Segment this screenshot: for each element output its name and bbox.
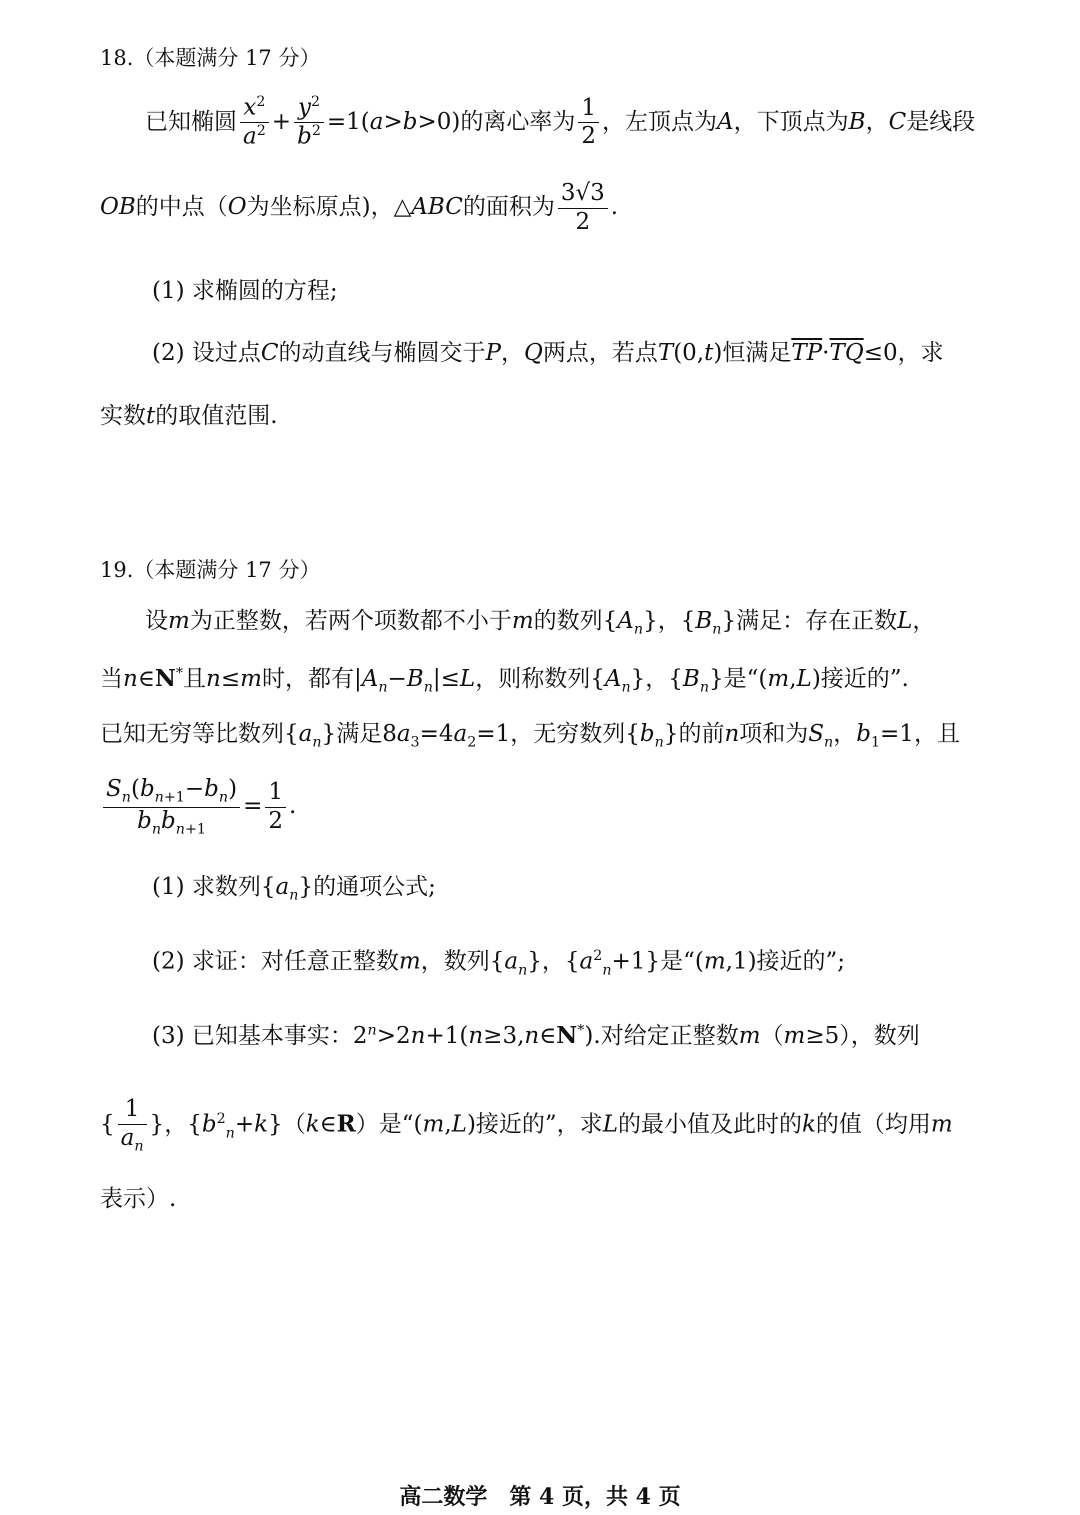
q19-line-4: $\frac{S_n(b_{n+1}-b_n)}{b_nb_{n+1}}$ = $\frac{1}{2}$ . (100, 776, 296, 838)
q18-part-1: (1) 求椭圆的方程; (152, 278, 338, 304)
q19-line-2: 当n∈N*且n≤m时，都有$|A_n-B_n|\le L$，则称数列$\{A_n\}$，$\{B_n\}$是“(m,L)接近的”. (100, 665, 909, 696)
q19-part-1: (1) 求数列$\{a_n\}$的通项公式; (152, 874, 436, 904)
q18-part-2: (2) 设过点C的动直线与椭圆交于P，Q两点，若点T(0,t)恒满足$\overline{TP}\cdot\overline{TQ}\le 0$，求 (152, 340, 944, 366)
q19-line-1: 设m为正整数，若两个项数都不小于m的数列$\{A_n\}$，$\{B_n\}$满足：存在正数L， (145, 608, 936, 638)
q19-part-2: (2) 求证：对任意正整数m，数列$\{a_n\}$，$\{a^2_n+1\}$是“(m,1)接近的”; (152, 948, 846, 979)
q19-line-3: 已知无穷等比数列$\{a_n\}$满足$8a_3=4a_2=1$，无穷数列$\{b_n\}$的前n项和为$S_n$，$b_1=1$，且 (100, 721, 960, 751)
q18-line-1: 已知椭圆 $\frac{x^2}{a^2}$ + $\frac{y^2}{b^2}$ =1(a>b>0)的离心率为 $\frac{1}{2}$ ，左顶点为A，下顶点为B，C是线段 (145, 94, 976, 150)
q18-part-2-cont: 实数t的取值范围. (100, 403, 278, 429)
q18-line-2: OB的中点（O为坐标原点)，△ABC的面积为 $\frac{3√3}{2}$ . (100, 180, 619, 235)
q19-part-3-cont: { $\frac{1}{a_n}$ }，$\{b^2_n+k\}(k\in R)$是“(m,L)接近的”，求L的最小值及此时的k的值（均用m (100, 1096, 953, 1155)
q19-heading: 19.（本题满分 17 分） (100, 558, 321, 582)
q19-part-3-end: 表示）. (100, 1186, 177, 1212)
page-footer: 高二数学 第 4 页，共 4 页 (399, 1484, 681, 1510)
q18-heading: 18.（本题满分 17 分） (100, 46, 321, 70)
q19-part-3: (3) 已知基本事实：$2^n>2n+1(n\ge 3,n\in N^*)$.对给定正整数m（m≥5），数列 (152, 1022, 920, 1049)
